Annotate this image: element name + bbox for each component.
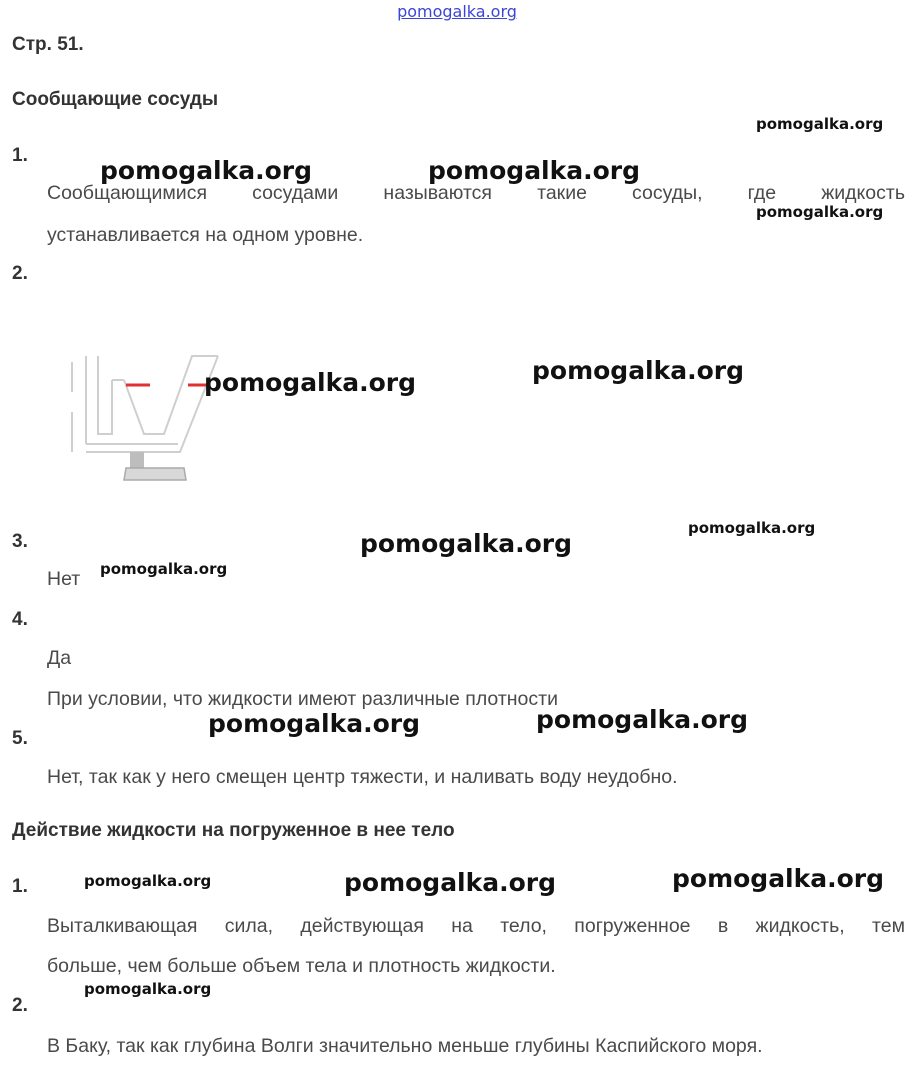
watermark: pomogalka.org bbox=[536, 705, 749, 734]
watermark: pomogalka.org bbox=[532, 356, 745, 385]
watermark: pomogalka.org bbox=[344, 868, 557, 897]
section-heading-communicating-vessels: Сообщающие сосуды bbox=[12, 89, 219, 110]
answer-text: Нет bbox=[47, 568, 81, 590]
watermark: pomogalka.org bbox=[428, 156, 641, 185]
watermark: pomogalka.org bbox=[204, 368, 417, 397]
watermark: pomogalka.org bbox=[100, 560, 228, 578]
item-number: 2. bbox=[12, 995, 28, 1016]
watermark: pomogalka.org bbox=[672, 864, 885, 893]
site-link[interactable]: pomogalka.org bbox=[397, 2, 517, 21]
item-number: 2. bbox=[12, 263, 28, 284]
answer-text: Нет, так как у него смещен центр тяжести, и наливать воду неудобно. bbox=[47, 766, 678, 788]
watermark: pomogalka.org bbox=[688, 519, 816, 537]
watermark: pomogalka.org bbox=[756, 115, 884, 133]
watermark: pomogalka.org bbox=[84, 872, 212, 890]
answer-text: В Баку, так как глубина Волги значительно меньше глубины Каспийского моря. bbox=[47, 1035, 763, 1057]
item-number: 1. bbox=[12, 145, 28, 166]
answer-text: устанавливается на одном уровне. bbox=[47, 224, 364, 246]
item-number: 1. bbox=[12, 876, 28, 897]
answer-text: Сообщающимися сосудами называются такие сосуды, где жидкость bbox=[47, 182, 905, 204]
section-heading-buoyancy: Действие жидкости на погруженное в нее тело bbox=[12, 820, 455, 841]
page-title: Стр. 51. bbox=[12, 34, 84, 55]
answer-text: При условии, что жидкости имеют различные плотности bbox=[47, 688, 558, 710]
item-number: 5. bbox=[12, 728, 28, 749]
watermark: pomogalka.org bbox=[84, 980, 212, 998]
answer-text: Да bbox=[47, 647, 72, 669]
answer-text: Выталкивающая сила, действующая на тело, погруженное в жидкость, тем bbox=[47, 915, 905, 937]
answer-text: больше, чем больше объем тела и плотность жидкости. bbox=[47, 955, 556, 977]
item-number: 4. bbox=[12, 609, 28, 630]
watermark: pomogalka.org bbox=[100, 156, 313, 185]
item-number: 3. bbox=[12, 531, 28, 552]
watermark: pomogalka.org bbox=[756, 203, 884, 221]
watermark: pomogalka.org bbox=[360, 529, 573, 558]
watermark: pomogalka.org bbox=[208, 709, 421, 738]
